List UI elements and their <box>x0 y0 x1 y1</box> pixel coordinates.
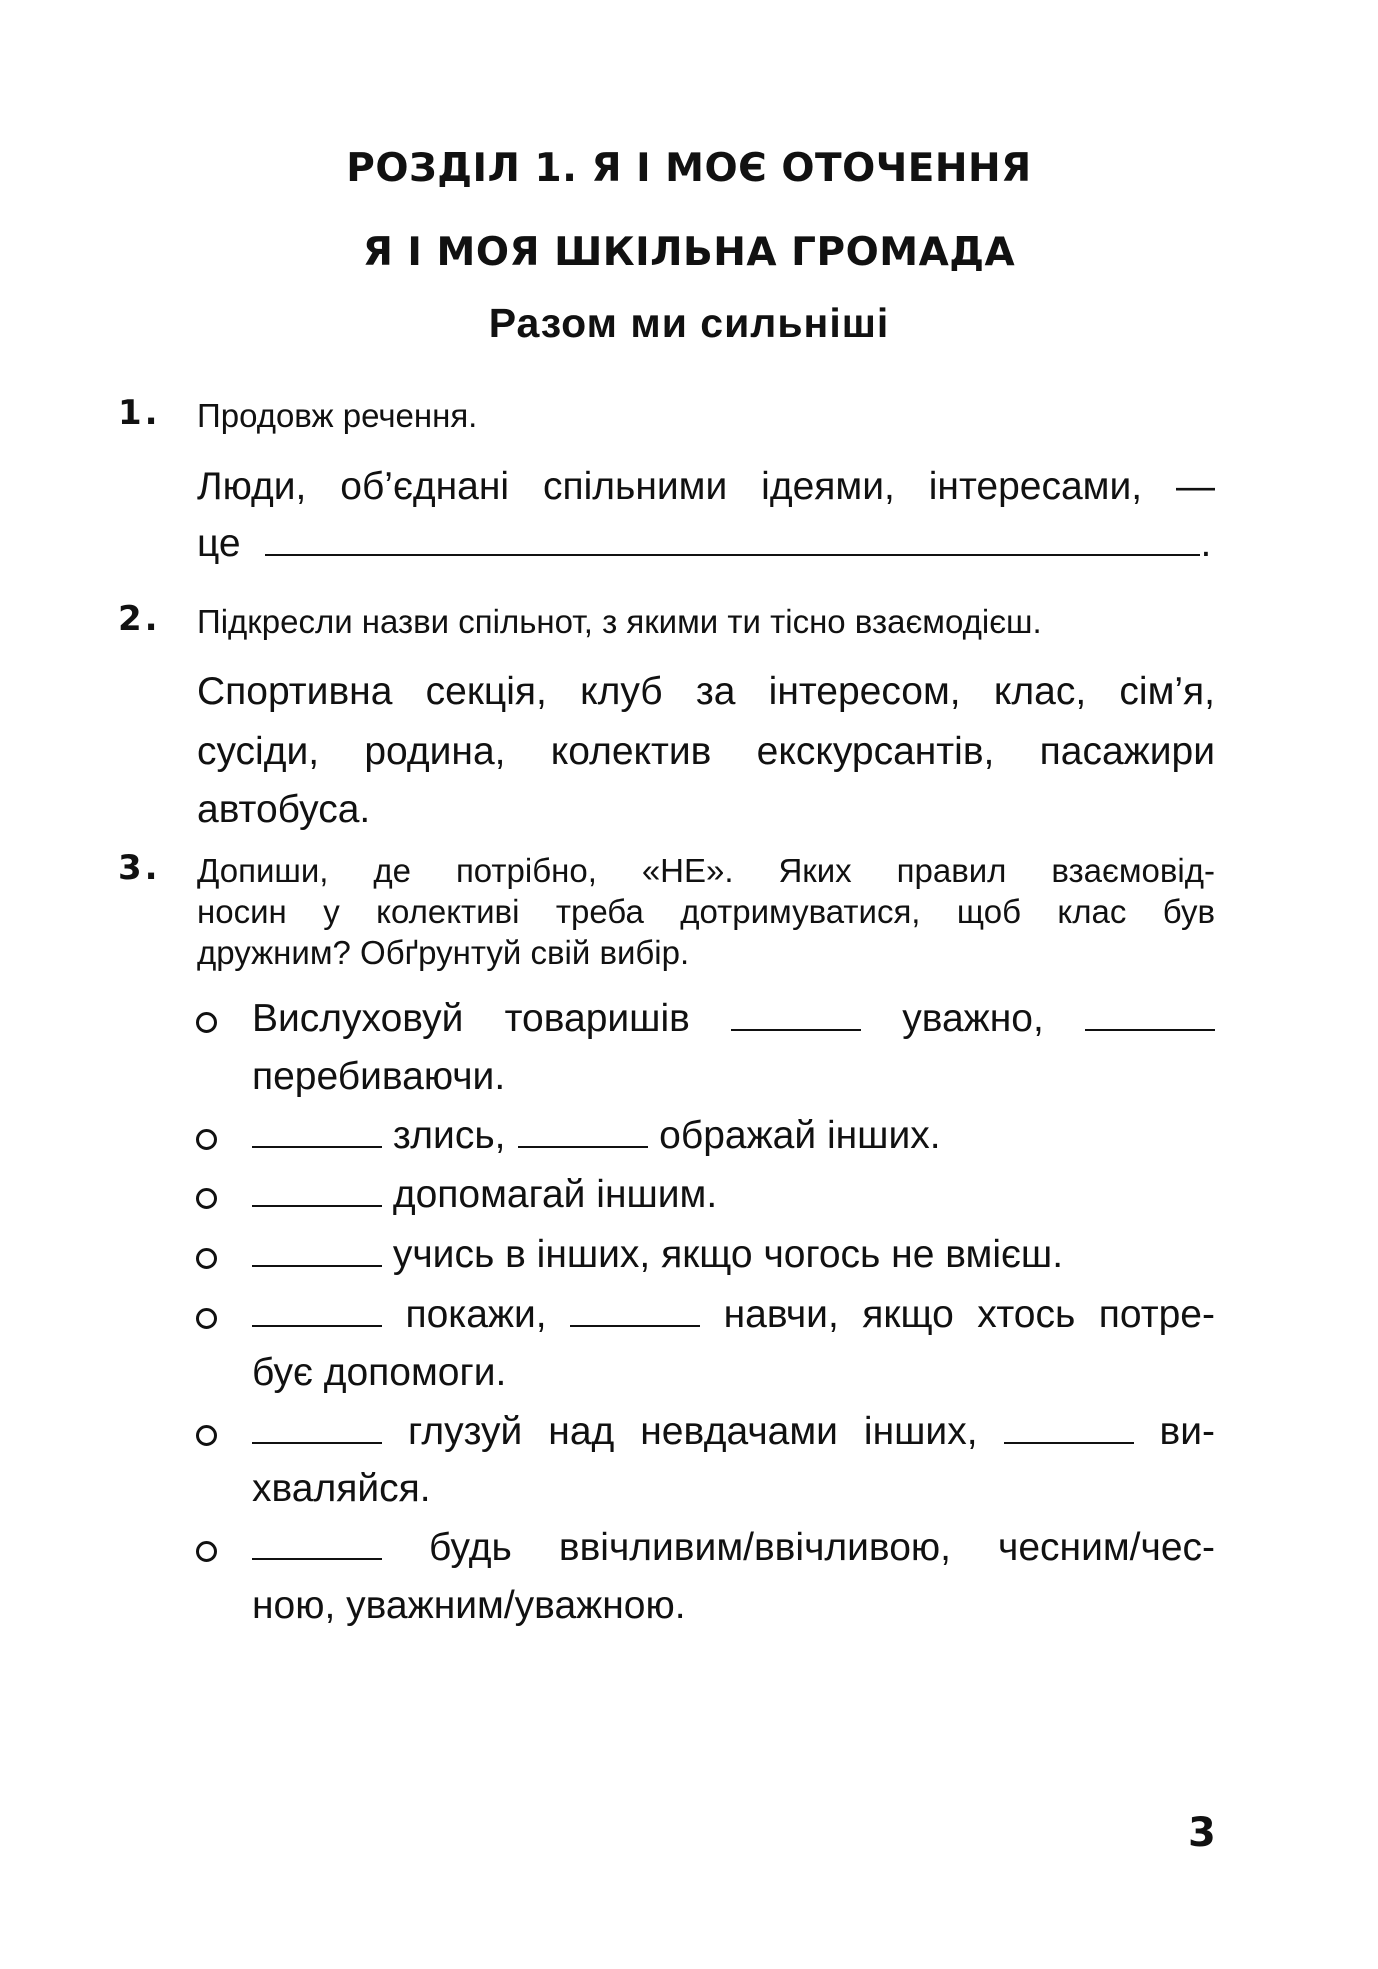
option-4-blank-1[interactable] <box>252 1264 382 1267</box>
task-2-instruction: Підкресли назви спільнот, з якими ти тісно взаємодієш. <box>197 603 1042 640</box>
task-1-sentence-line-1: Люди, об’єднані спільними ідеями, інтересами, — <box>197 465 1215 508</box>
option-7-text-a: будь ввічливим/ввічливою, чесним/чес- <box>429 1526 1215 1569</box>
option-3-text-a: допомагай іншим. <box>392 1173 718 1216</box>
option-6-circle-icon <box>196 1425 217 1446</box>
option-1-text-b: уважно, <box>902 997 1044 1040</box>
task-1-answer-blank[interactable] <box>265 553 1200 556</box>
option-2-text-a: злись, <box>392 1114 506 1157</box>
option-3-line-1 <box>252 1173 1215 1217</box>
task-3-instruction-line-1: Допиши, де потрібно, «НЕ». Яких правил взаємовід- <box>197 852 1215 889</box>
option-1-line-2: перебиваючи. <box>252 1055 506 1098</box>
option-3-circle-icon <box>196 1188 217 1209</box>
section-title: РОЗДІЛ 1. Я І МОЄ ОТОЧЕННЯ <box>346 146 1032 191</box>
option-2-line-1 <box>252 1114 1215 1158</box>
option-2-blank-1[interactable] <box>252 1145 382 1148</box>
option-4-circle-icon <box>196 1248 217 1269</box>
option-6-line-1 <box>252 1410 1215 1454</box>
option-7-circle-icon <box>196 1541 217 1562</box>
option-7-line-1 <box>252 1526 1215 1570</box>
option-5-blank-2[interactable] <box>570 1324 700 1327</box>
option-7-line-2: ною, уважним/уважною. <box>252 1584 686 1627</box>
option-5-line-1 <box>252 1293 1215 1337</box>
option-5-text-b: навчи, якщо хтось потре- <box>723 1293 1215 1336</box>
task-2-number: 2. <box>118 599 161 639</box>
option-5-circle-icon <box>196 1308 217 1329</box>
option-4-text-a: учись в інших, якщо чогось не вмієш. <box>392 1233 1064 1276</box>
task-1-suffix: . <box>1200 522 1212 565</box>
option-6-blank-1[interactable] <box>252 1441 382 1444</box>
unit-title: Я І МОЯ ШКІЛЬНА ГРОМАДА <box>362 230 1016 275</box>
lesson-title: Разом ми сильніші <box>488 300 890 346</box>
option-1-text-a: Вислуховуй товаришів <box>252 997 690 1040</box>
option-1-circle-icon <box>196 1012 217 1033</box>
task-3-instruction-line-2: носин у колективі треба дотримуватися, щоб клас був <box>197 893 1215 930</box>
option-6-text-b: ви- <box>1159 1410 1215 1453</box>
option-5-blank-1[interactable] <box>252 1324 382 1327</box>
option-2-circle-icon <box>196 1129 217 1150</box>
task-2-list-line-2: сусіди, родина, колектив екскурсантів, пасажири <box>197 730 1215 773</box>
option-1-blank-1[interactable] <box>731 1028 861 1031</box>
option-6-line-2: хваляйся. <box>252 1467 431 1510</box>
task-3-instruction-line-3: дружним? Обґрунтуй свій вибір. <box>197 934 690 971</box>
option-1-line-1 <box>252 997 1215 1041</box>
task-1-sentence-line-2 <box>197 522 1215 566</box>
option-4-line-1 <box>252 1233 1215 1277</box>
task-2-list-line-1: Спортивна секція, клуб за інтересом, клас, сім’я, <box>197 670 1215 713</box>
option-3-blank-1[interactable] <box>252 1204 382 1207</box>
option-5-text-a: покажи, <box>405 1293 547 1336</box>
task-1-instruction: Продовж речення. <box>197 397 478 434</box>
task-3-number: 3. <box>118 848 161 888</box>
page-number: 3 <box>1188 1810 1216 1856</box>
option-1-blank-2[interactable] <box>1085 1028 1215 1031</box>
option-6-text-a: глузуй над невдачами інших, <box>407 1410 978 1453</box>
option-6-blank-2[interactable] <box>1004 1441 1134 1444</box>
option-7-blank-1[interactable] <box>252 1557 382 1560</box>
option-5-line-2: бує допомоги. <box>252 1351 507 1394</box>
task-1-number: 1. <box>118 393 161 433</box>
task-2-list-line-3: автобуса. <box>197 788 371 831</box>
task-1-prefix: це <box>197 522 241 565</box>
option-2-blank-2[interactable] <box>518 1145 648 1148</box>
option-2-text-b: ображай інших. <box>659 1114 941 1157</box>
